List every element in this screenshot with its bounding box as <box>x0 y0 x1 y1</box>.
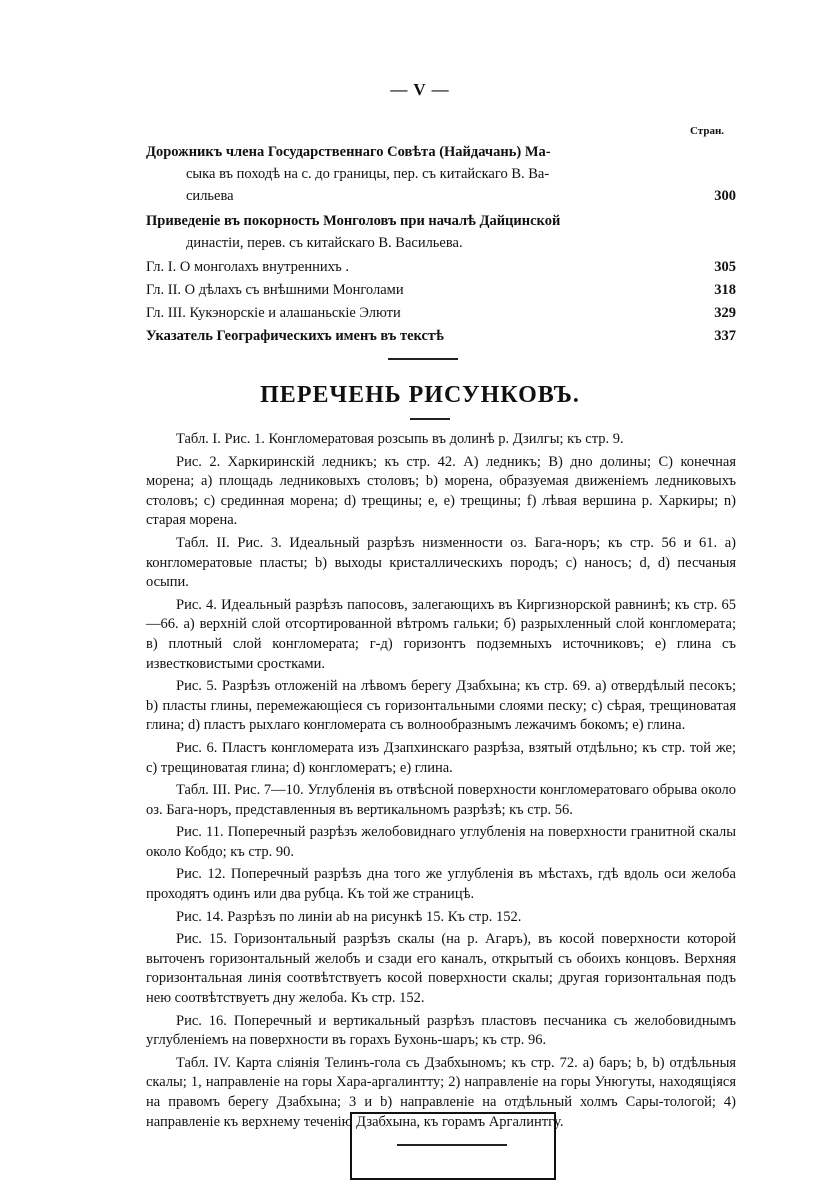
toc-chapter-title: Гл. III. Кукэнорскіе и алашаньскіе Элюти <box>146 305 401 321</box>
toc-entry-text: сильева <box>186 188 234 204</box>
toc-page-number: 329 <box>714 305 736 321</box>
toc-page-number: 305 <box>714 259 736 275</box>
figure-entry: Рис. 5. Разрѣзъ отложеній на лѣвомъ берегу Дзабхына; къ стр. 69. a) отвердѣлый песокъ; b) пласты глины, перемежающіеся съ горизонтальными слоями песку; c) сѣрая, трещиноватая глина; d) пластъ рыхлаго конгломерата съ волнообразнымъ лежачимъ бокомъ; e) глина. <box>146 678 736 734</box>
figure-entry: Рис. 12. Поперечный разрѣзъ дна того же углубленія въ мѣстахъ, гдѣ вдоль оси желоба проходятъ одинъ или два рубца. Къ той же страницѣ. <box>146 866 736 903</box>
toc-chapter-title: Гл. I. О монголахъ внутреннихъ . <box>146 259 350 275</box>
figure-entry: Табл. II. Рис. 3. Идеальный разрѣзъ низменности оз. Бага-норъ; къ стр. 56 и 61. a) конгломератовые пласты; b) выходы кристаллическихъ породъ; c) наносъ; d, d) песчаныя осыпи. <box>146 534 736 591</box>
figure-entry: Рис. 14. Разрѣзъ по линіи ab на рисункѣ 15. Къ стр. 152. <box>176 908 522 925</box>
section-heading: ПЕРЕЧЕНЬ РИСУНКОВЪ. <box>260 382 580 408</box>
figure-entry: Табл. III. Рис. 7—10. Углубленія въ отвѣсной поверхности конгломератоваго обрыва около оз. Бага-норъ, представленныя въ вертикальномъ разрѣзѣ; къ стр. 56. <box>146 782 736 818</box>
toc-page-number: 318 <box>714 282 736 298</box>
toc-chapter-title: Указатель Географическихъ именъ въ текстѣ <box>146 328 444 344</box>
toc-page-number: 300 <box>714 188 736 204</box>
figure-entry: Табл. I. Рис. 1. Конгломератовая розсыпь въ долинѣ р. Дзилгы; къ стр. 9. <box>176 431 624 447</box>
section-divider <box>388 358 458 360</box>
figure-entry: Рис. 15. Горизонтальный разрѣзъ скалы (на р. Агаръ), въ косой поверхности которой выточенъ горизонтальный желобъ и сзади его каналъ, открытый съ обоихъ концовъ. Верхняя горизонтальная линія соотвѣтствуетъ косой поверхности скалы; другая горизонтальная подъ нею соотвѣтствуетъ дну желоба. Къ стр. 152. <box>146 931 736 1007</box>
toc-chapter-title: Гл. II. О дѣлахъ съ внѣшними Монголами <box>146 282 404 298</box>
toc-page-number: 337 <box>714 328 736 344</box>
toc-entry-doroznik <box>146 141 736 207</box>
figure-entry: Рис. 11. Поперечный разрѣзъ желобовиднаго углубленія на поверхности гранитной скалы около Кобдо; къ стр. 90. <box>146 824 736 860</box>
toc-chapter-2 <box>146 279 736 301</box>
toc-entry-line: династіи, перев. съ китайскаго В. Васильева. <box>186 235 463 251</box>
toc-chapter-3 <box>146 302 736 324</box>
figures-list <box>146 430 736 1135</box>
toc-entry-line: Приведеніе въ покорность Монголовъ при началѣ Дайцинской <box>146 213 561 229</box>
signature-box <box>350 1112 556 1180</box>
toc-entry-line <box>146 185 736 207</box>
toc-entry-line: сыка въ походѣ на с. до границы, пер. съ китайскаго В. Ва- <box>186 166 550 182</box>
heading-underline <box>410 418 450 420</box>
figure-entry: Рис. 6. Пластъ конгломерата изъ Дзапхинскаго разрѣза, взятый отдѣльно; къ стр. той же; c) трещиноватая глина; d) конгломератъ; e) глина. <box>146 739 736 776</box>
toc-entry-line: Дорожникъ члена Государственнаго Совѣта (Найдачань) Ма- <box>146 144 551 160</box>
page-column-label: Стран. <box>690 125 725 137</box>
figure-entry: Рис. 16. Поперечный и вертикальный разрѣзъ пластовъ песчаника съ желобовиднымъ углубленіемъ на поверхности въ горахъ Бухонь-шаръ; къ стр. 96. <box>146 1012 736 1049</box>
figure-entry: Табл. IV. Карта сліянія Телинъ-гола съ Дзабхыномъ; къ стр. 72. a) баръ; b, b) отдѣльныя скалы; 1, направленіе на горы Хара-аргалинтту; 2) направленіе на горы Унюгуты, находящіяся на правомъ берегу Дзабхына; 3 и b) направленіе на отдѣльный холмъ Сары-тологой; 4) направленіе къ верхнему теченію Дзабхына, къ горамъ Аргалинтгу. <box>146 1054 736 1130</box>
toc-index <box>146 325 736 347</box>
figure-entry: Рис. 2. Харкиринскій ледникъ; къ стр. 42. A) ледникъ; B) дно долины; C) конечная морена; a) площадь ледниковыхъ столовъ; b) морена, образуемая движеніемъ ледниковыхъ столовъ; c) срединная морена; d) трещины; e, e) трещины; f) лѣвая вершина р. Харкиры; n) старая морена. <box>146 453 736 529</box>
toc-entry-privedenie <box>146 210 736 254</box>
signature-line <box>397 1144 507 1146</box>
figure-entry: Рис. 4. Идеальный разрѣзъ папосовъ, залегающихъ въ Киргизнорской равнинѣ; къ стр. 65—66. a) верхній слой отсортированной вѣтромъ гальки; б) разрыхленный слой конгломерата; в) плотный слой конгломерата; г-д) горизонтъ подземныхъ источниковъ; е) глина съ известковистыми сростками. <box>146 596 736 672</box>
page-number: — V — <box>390 80 450 99</box>
toc-chapter-1 <box>146 256 736 278</box>
